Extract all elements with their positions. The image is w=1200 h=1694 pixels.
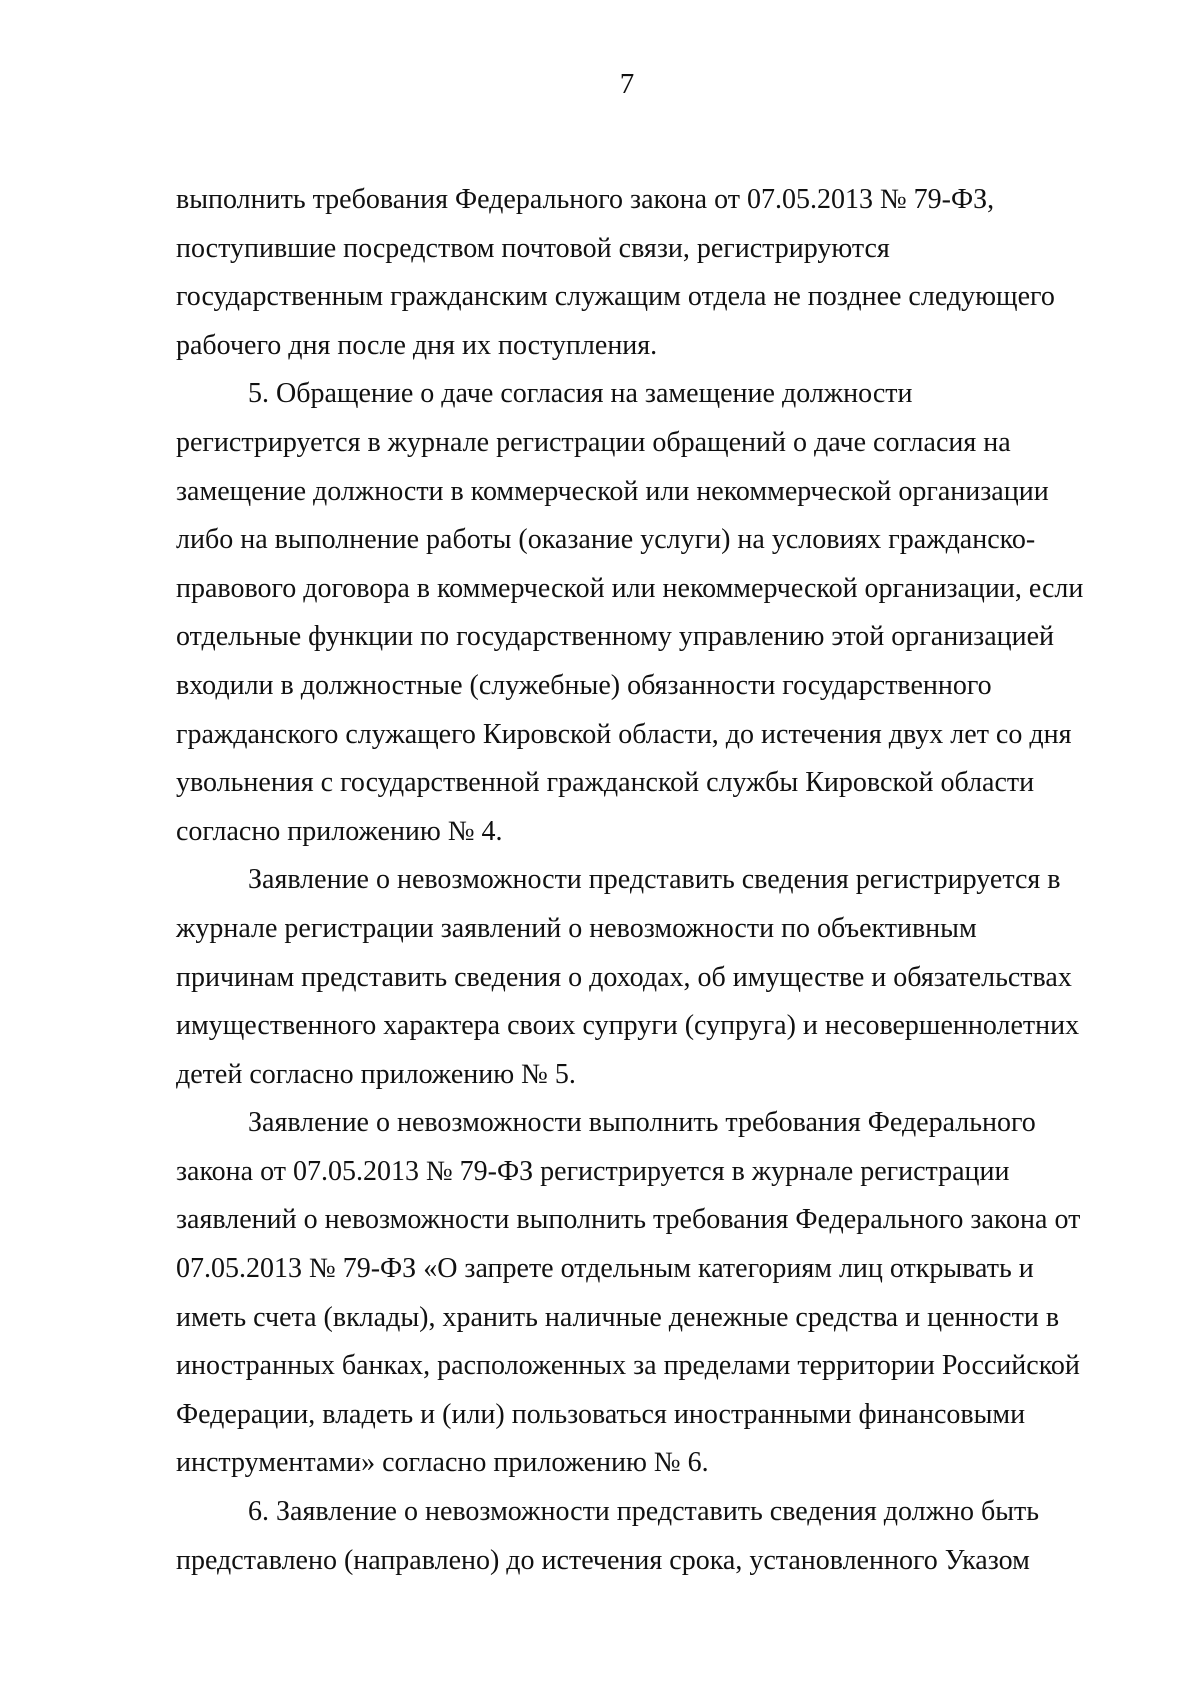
text-line: заявлений о невозможности выполнить требования Федерального закона от — [176, 1204, 1081, 1236]
text-line: детей согласно приложению № 5. — [176, 1058, 576, 1090]
text-line: отдельные функции по государственному управлению этой организацией — [176, 621, 1055, 653]
text-line: 07.05.2013 № 79-ФЗ «О запрете отдельным категориям лиц открывать и — [176, 1253, 1034, 1285]
text-line: рабочего дня после дня их поступления. — [176, 329, 658, 361]
text-line: входили в должностные (служебные) обязанности государственного — [176, 669, 992, 701]
text-line: иностранных банках, расположенных за пределами территории Российской — [176, 1350, 1080, 1382]
page-number: 7 — [619, 68, 635, 100]
text-line: Федерации, владеть и (или) пользоваться иностранными финансовыми — [176, 1398, 1026, 1430]
text-line: журнале регистрации заявлений о невозможности по объективным — [176, 912, 977, 944]
text-line: Заявление о невозможности выполнить требования Федерального — [248, 1107, 1036, 1139]
text-line: выполнить требования Федерального закона от 07.05.2013 № 79-ФЗ, — [176, 184, 995, 215]
text-line: представлено (направлено) до истечения срока, установленного Указом — [176, 1544, 1030, 1576]
text-line: поступившие посредством почтовой связи, регистрируются — [176, 232, 890, 264]
text-line: иметь счета (вклады), хранить наличные денежные средства и ценности в — [176, 1301, 1060, 1333]
text-line: имущественного характера своих супруги (супруга) и несовершеннолетних — [176, 1010, 1080, 1042]
text-line: закона от 07.05.2013 № 79-ФЗ регистрируется в журнале регистрации — [176, 1155, 1010, 1187]
text-line: согласно приложению № 4. — [176, 815, 503, 847]
text-line: правового договора в коммерческой или некоммерческой организации, если — [176, 572, 1084, 604]
text-line: замещение должности в коммерческой или некоммерческой организации — [176, 475, 1049, 507]
text-line: 5. Обращение о даче согласия на замещение должности — [248, 378, 913, 410]
text-line: 6. Заявление о невозможности представить сведения должно быть — [248, 1496, 1040, 1528]
text-line: регистрируется в журнале регистрации обращений о даче согласия на — [176, 426, 1011, 458]
text-line: инструментами» согласно приложению № 6. — [176, 1447, 709, 1479]
text-line: Заявление о невозможности представить сведения регистрируется в — [248, 864, 1061, 896]
text-line: причинам представить сведения о доходах, об имуществе и обязательствах — [176, 961, 1072, 993]
text-line: гражданского служащего Кировской области, до истечения двух лет со дня — [176, 718, 1072, 750]
document-body — [176, 176, 1112, 1585]
text-line: либо на выполнение работы (оказание услуги) на условиях гражданско- — [176, 524, 1036, 556]
text-line: увольнения с государственной гражданской службы Кировской области — [176, 767, 1035, 799]
text-line: государственным гражданским служащим отдела не позднее следующего — [176, 281, 1055, 313]
